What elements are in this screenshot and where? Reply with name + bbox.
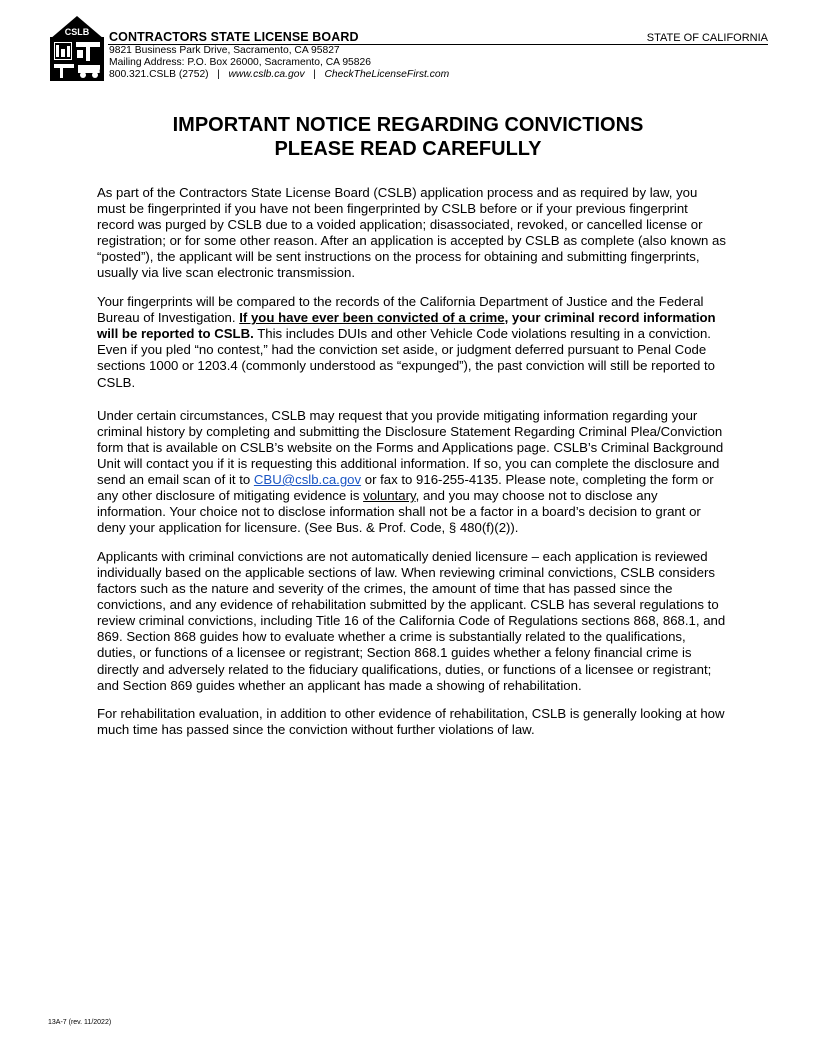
page-title: IMPORTANT NOTICE REGARDING CONVICTIONS [172,114,644,136]
p2-text-b: This includes DUIs and other Vehicle Code violations resulting in a conviction. Even if you pled “no contest,” had the conviction set aside, or judgment deferred pursuant to Penal Code sections 1000 or 1203.4 (commonly understood as “expunged”), the past conviction will still be reported to CSLB. [97,326,715,390]
mailing-address: Mailing Address: P.O. Box 26000, Sacramento, CA 95826 [109,57,371,68]
logo-text: CSLB [64,27,90,37]
website-link[interactable]: www.cslb.ca.gov [228,69,305,80]
paragraph-mitigating-info [97,408,727,537]
voluntary-text: voluntary [363,488,416,504]
reported-warning: your criminal record information will be reported to CSLB. [97,310,716,342]
p3-text-a: Under certain circumstances, CSLB may request that you provide mitigating information regarding your criminal history by completing and submitting the Disclosure Statement Regarding Criminal Plea/Conviction form that is available on CSLB’s website on the Forms and Applications page. CSLB’s Criminal Background Unit will contact you if it is requesting this additional information. If so, you can complete the disclosure and send an email scan of it to [97,407,724,487]
p2-text-a: Your fingerprints will be compared to the records of the California Department of Justice and the Federal Bureau of Investigation. [97,294,704,326]
notice-body [97,185,727,751]
registered-mark: ® [99,70,104,76]
p2-comma: , [504,310,509,326]
org-name: CONTRACTORS STATE LICENSE BOARD [109,30,359,44]
street-address: 9821 Business Park Drive, Sacramento, CA 95827 [109,45,340,56]
separator: | [217,69,220,80]
conviction-warning: If you have ever been convicted of a crime [239,310,505,326]
paragraph-rehabilitation: For rehabilitation evaluation, in addition to other evidence of rehabilitation, CSLB is generally looking at how much time has passed since the conviction without further violations of law. [97,706,725,738]
campaign-link[interactable]: CheckTheLicenseFirst.com [324,69,450,80]
form-id: 13A-7 (rev. 11/2022) [48,1019,112,1026]
email-link[interactable]: CBU@cslb.ca.gov [253,472,362,487]
paragraph-evaluation: Applicants with criminal convictions are not automatically denied licensure – each application is reviewed individually based on the applicable sections of law. When reviewing criminal convictions, CSLB considers factors such as the nature and severity of the crimes, the amount of time that has passed since the convictions, and any evidence of rehabilitation submitted by the applicant. CSLB has several regulations to review criminal convictions, including Title 16 of the California Code of Regulations sections 868, 868.1, and 869. Section 868 guides how to evaluate whether a crime is substantially related to the qualifications, duties, or functions of a licensee or registrant; Section 868.1 guides whether a felony financial crime is directly and adversely related to the fiduciary qualifications, duties, or functions of a licensee or registrant; and Section 869 guides whether an applicant has made a showing of rehabilitation. [97,548,726,693]
state-label: STATE OF CALIFORNIA [646,32,768,44]
p3-text-c: , and you may choose not to disclose any information. Your choice not to disclose information shall not be a factor in a board’s decision to grant or deny your application for licensure. (See Bus. & Prof. Code, § 480(f)(2)). [97,488,701,536]
p3-text-b: or fax to 916-255-4135. Please note, completing the form or any other disclosure of mitigating evidence is [97,472,714,504]
paragraph-fingerprinting: As part of the Contractors State License Board (CSLB) application process and as required by law, you must be fingerprinted if you have not been fingerprinted by CSLB before or if your previous fingerprint record was purged by CSLB due to a voided application; disassociated, revoked, or cancelled license or registration; or for some other reason. After an application is accepted by CSLB as complete (also known as “posted”), the applicant will be sent instructions on the process for obtaining and submitting fingerprints, usually via live scan electronic transmission. [97,185,726,281]
contact-line [109,69,449,81]
paragraph-record-comparison [97,294,727,391]
separator: | [313,69,316,80]
phone: 800.321.CSLB (2752) [109,69,209,80]
page-subtitle: PLEASE READ CAREFULLY [274,138,542,160]
